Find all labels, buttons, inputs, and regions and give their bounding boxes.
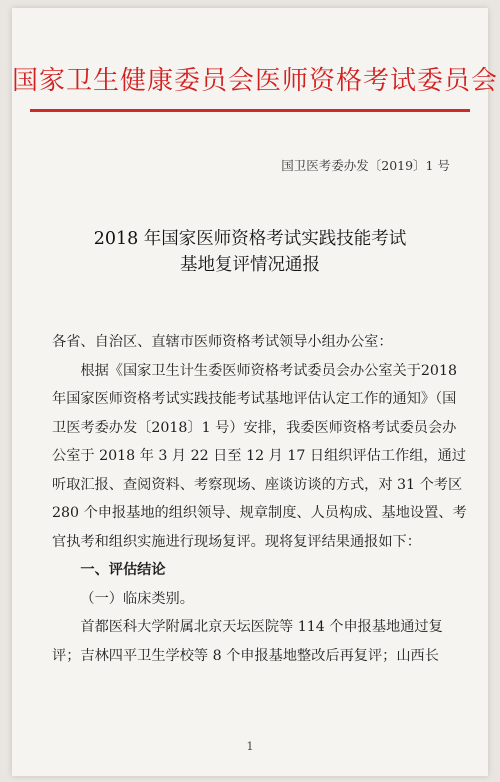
body-paragraph: 首都医科大学附属北京天坛医院等 114 个申报基地通过复评；吉林四平卫生学校等 8 个申报基地整改后再复评；山西长 <box>52 619 443 664</box>
issuer-header: 国家卫生健康委员会医师资格考试委员会 <box>12 66 499 96</box>
document-page <box>12 8 499 776</box>
salutation: 各省、自治区、直辖市医师资格考试领导小组办公室： <box>52 334 393 350</box>
document-number: 国卫医考委办发〔2019〕1 号 <box>281 158 450 173</box>
document-title-line1: 2018 年国家医师资格考试实践技能考试 <box>93 229 407 249</box>
document-title-line2: 基地复评情况通报 <box>180 255 320 275</box>
section-heading: 一、评估结论 <box>80 562 166 578</box>
page-number: 1 <box>246 740 254 753</box>
red-divider <box>30 109 470 112</box>
subsection-heading: （一）临床类别。 <box>80 590 194 607</box>
document-title <box>12 226 488 278</box>
body-paragraph: 根据《国家卫生计生委医师资格考试委员会办公室关于2018 年国家医师资格考试实践技能考试基地评估认定工作的通知》（国卫医考委办发〔2018〕1 号）安排，我委医师资格考试委员会办公室于 2018 年 3 月 22 日至 12 月 17 日组织评估工作组，通过听取汇报、查阅资料、考察现场、座谈访谈的方式，对 31 个考区 280 个申报基地的组织领导、规章制度、人员构成、基地设置、考官执考和组织实施进行现场复评。现将复评结果通报如下： <box>52 362 467 550</box>
document-body <box>52 328 470 670</box>
